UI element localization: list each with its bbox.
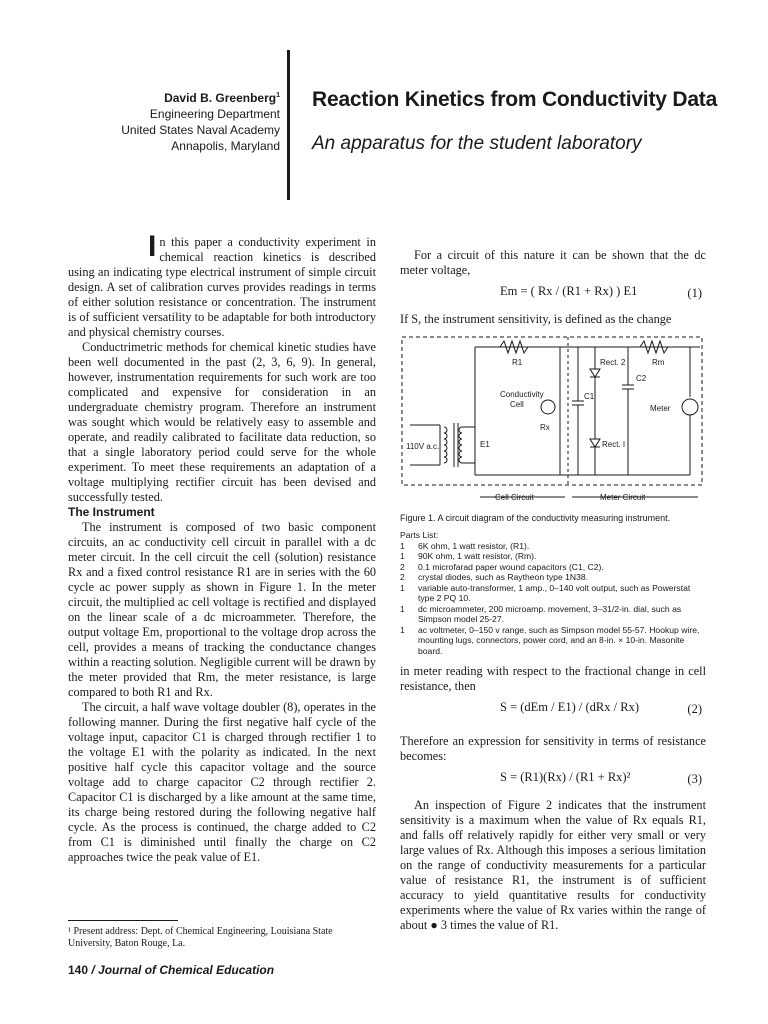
author-block (60, 88, 280, 154)
equation-text: Em = ( Rx / (R1 + Rx) ) E1 (500, 284, 638, 298)
paragraph: If S, the instrument sensitivity, is defined as the change (400, 312, 672, 326)
rect1-diode (590, 439, 600, 447)
rm-label: Rm (652, 358, 665, 367)
list-item: 1 variable auto-transformer, 1 amp., 0–140 volt output, such as Powerstat type 2 PQ 10. (400, 582, 691, 603)
cell-circuit-label: Cell Circuit (495, 493, 534, 502)
author-name: David B. Greenberg$^1$ (164, 91, 280, 105)
list-item: 1 90K ohm, 1 watt resistor, (Rm). (400, 551, 537, 561)
footnote-rule (68, 920, 178, 921)
meter-circuit-label: Meter Circuit (600, 493, 646, 502)
list-item: 2 crystal diodes, such as Raytheon type 1N38. (400, 572, 589, 582)
equation-3 (400, 764, 706, 798)
equation-2 (400, 694, 706, 734)
list-item: 1 6K ohm, 1 watt resistor, (R1). (400, 540, 530, 551)
rx-label: Rx (540, 423, 550, 432)
equation-number: (2) (687, 702, 702, 716)
paragraph: Conductrimetric methods for chemical kinetic studies have been well documented in the past (2, 3, 6, 9). In general, however, instrumentation requirements for such work are too complicated and expensive for consideration in an undergraduate chemistry program. Therefore an instrument was sought which would be relatively easy to assemble and operate, and readily calibrated to facilitate data reduction, so that a single laboratory period could serve for the whole experiment. To meet these requirements an adaptation of a voltage multiplying rectifier circuit has been devised and successfully tested. (68, 340, 376, 504)
journal-name: / Journal of Chemical Education (91, 963, 275, 977)
affiliation-line: Annapolis, Maryland (171, 139, 280, 153)
meter-label: Meter (650, 404, 671, 413)
paragraph: The instrument is composed of two basic component circuits, an ac conductivity cell circuit in parallel with a dc meter circuit. In the cell circuit the cell (solution) resistance Rx and a fixed control resistance R1 are in series with the 60 cycle ac power supply as shown in Figure 1. In the meter circuit, the multiplied ac cell voltage is rectified and displayed on the linear scale of a dc microammeter. Therefore, the output voltage Em, proportional to the voltage drop across the cell, provides a means of tracking the conductance changes within a reacting solution. Negligible current will be drawn by the meter provided that Rm, the meter resistance, is large compared to both R1 and Rx. (68, 520, 376, 699)
paragraph: For a circuit of this nature it can be shown that the dc meter voltage, (400, 248, 706, 277)
paragraph: in meter reading with respect to the fractional change in cell resistance, then (400, 664, 706, 693)
article-title: Reaction Kinetics from Conductivity Data (312, 88, 718, 111)
meter-symbol (682, 399, 698, 415)
rect2-diode (590, 369, 600, 377)
ac-label: 110V a.c. (406, 442, 440, 451)
equation-number: (1) (687, 286, 702, 300)
paragraph: The circuit, a half wave voltage doubler (8), operates in the following manner. During the first negative half cycle of the voltage input, capacitor C1 is charged through rectifier 1 to the voltage E1 with the polarity as indicated. In the next positive half cycle this capacitor voltage and the source voltage add to charge capacitor C2 through rectifier 2. Capacitor C1 is discharged by a like amount at the same time, its charge being restored during the following negative half cycle. As the process is continued, the charge added to C2 from C1 is diminished until finally the charge on C2 approaches twice the peak value of E1. (68, 700, 376, 864)
affiliation-line: United States Naval Academy (121, 123, 280, 137)
cell-label: Conductivity (500, 390, 544, 399)
c2-label: C2 (636, 374, 647, 383)
equation-1 (400, 278, 706, 312)
rect1-label: Rect. I (602, 440, 626, 449)
page-number: 140 (68, 963, 89, 977)
article-subtitle: An apparatus for the student laboratory (312, 133, 642, 154)
page-footer (68, 963, 274, 977)
intro-paragraph: In this paper a conductivity experiment in chemical reaction kinetics is described using an indicating type electrical instrument of simple circuit design. A set of calibration curves provides readings in terms of either solution resistance or concentration. The instrument is of sufficient versatility to be adaptable for both introductory and physical chemistry courses. (68, 230, 376, 339)
paragraph: Therefore an expression for sensitivity in terms of resistance becomes: (400, 734, 706, 763)
rect2-label: Rect. 2 (600, 358, 626, 367)
parts-title: Parts List: (400, 530, 439, 540)
affiliation-line: Engineering Department (149, 107, 280, 121)
equation-text: S = (R1)(Rx) / (R1 + Rx)² (500, 770, 631, 784)
paragraph: An inspection of Figure 2 indicates that the instrument sensitivity is a maximum when the value of Rx equals R1, and falls off relatively rapidly for either very small or very large values of Rx. Although this imposes a serious limitation on the range of conductivity measurements for a particular value of resistance R1, the instrument is of sufficient accuracy to yield quantitative results for conductivity experiments where the value of Rx varies within the range of about ● 3 times the value of R1. (400, 798, 706, 932)
r1-label: R1 (512, 358, 523, 367)
list-item: 2 0.1 microfarad paper wound capacitors (C1, C2). (400, 561, 604, 572)
header-divider (287, 50, 290, 200)
figure-caption: Figure 1. A circuit diagram of the conductivity measuring instrument. (400, 513, 671, 523)
cell-symbol (541, 400, 555, 414)
c1-label: C1 (584, 392, 595, 401)
left-column (68, 230, 376, 865)
cell-label-2: Cell (510, 400, 524, 409)
section-heading: The Instrument (68, 505, 155, 519)
footnote: ¹ Present address: Dept. of Chemical Engineering, Louisiana State University, Baton Rouge, La. (68, 926, 333, 949)
circuit-diagram (400, 335, 706, 505)
right-column (400, 248, 706, 933)
list-item: 1 ac voltmeter, 0–150 v range, such as Simpson model 55-57. Hookup wire, mounting lugs, connectors, power cord, and an 8-in. × 10-in. Masonite board. (400, 624, 700, 656)
list-item: 1 dc microammeter, 200 microamp. movement, 3–31/2-in. dial, such as Simpson model 25-27. (400, 603, 682, 624)
transformer-coil (444, 427, 447, 463)
drop-cap: I (148, 230, 157, 263)
e1-label: E1 (480, 440, 490, 449)
equation-number: (3) (687, 772, 702, 786)
equation-text: S = (dEm / E1) / (dRx / Rx) (500, 700, 639, 714)
parts-list (400, 530, 706, 656)
